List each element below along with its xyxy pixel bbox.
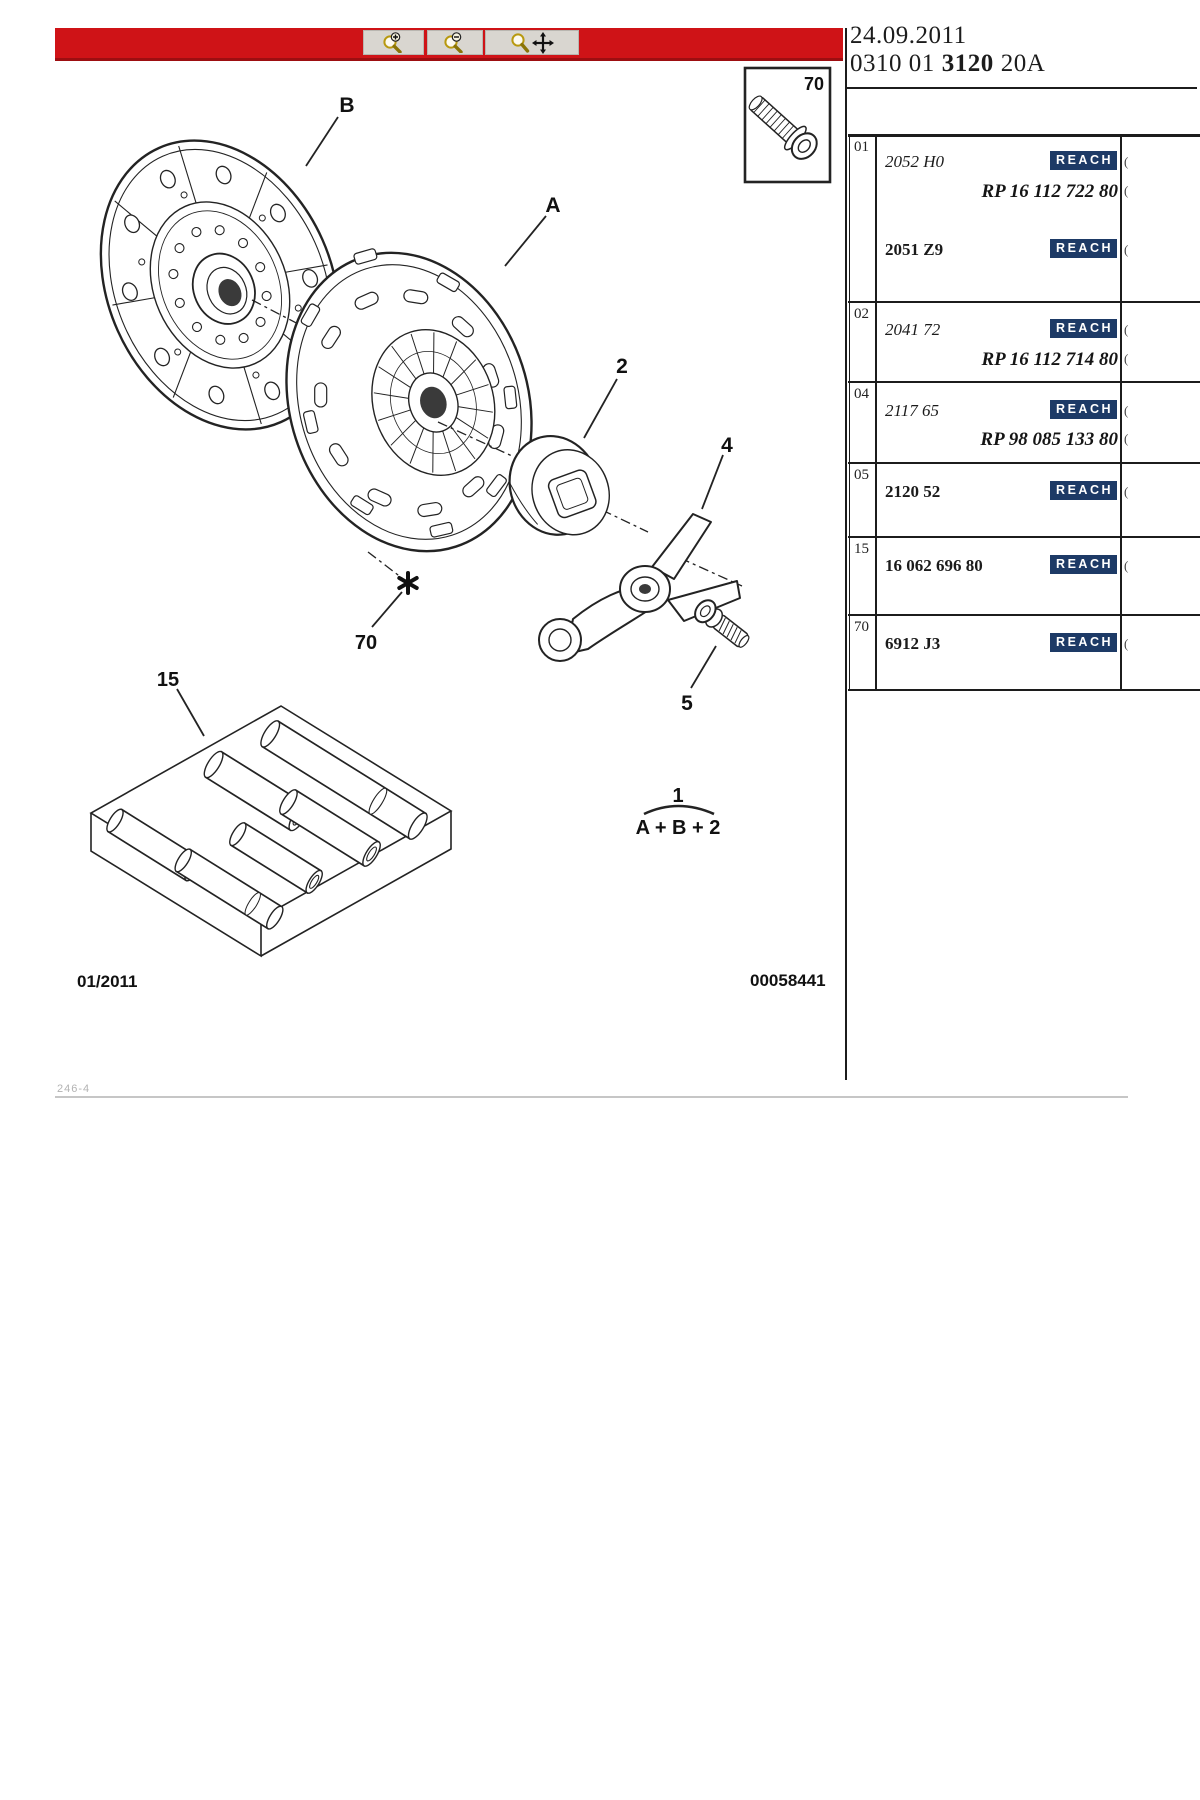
reach-badge[interactable]: REACH bbox=[1050, 633, 1117, 652]
part-reference bbox=[850, 50, 1045, 78]
row-ref: 02 bbox=[854, 306, 869, 322]
rp-number: RP 16 112 722 80 bbox=[981, 181, 1118, 202]
header-rule bbox=[845, 87, 1197, 89]
label-fork-4: 4 bbox=[721, 434, 733, 457]
zoom-out-icon bbox=[442, 32, 468, 53]
cut-mark: ( bbox=[1124, 431, 1129, 446]
page-divider-line bbox=[845, 28, 847, 1080]
reach-badge[interactable]: REACH bbox=[1050, 319, 1117, 338]
label-cover-a: A bbox=[545, 194, 561, 217]
cut-mark: ( bbox=[1124, 403, 1129, 418]
label-bolt-5: 5 bbox=[681, 692, 693, 715]
row-ref: 01 bbox=[854, 139, 869, 155]
reach-badge[interactable]: REACH bbox=[1050, 555, 1117, 574]
kit-box-drawing bbox=[91, 706, 451, 956]
part-code: 2041 72 bbox=[885, 320, 941, 339]
label-disc-b: B bbox=[339, 94, 355, 117]
part-code: 2117 65 bbox=[885, 401, 939, 420]
cut-mark: ( bbox=[1124, 636, 1129, 651]
reach-badge[interactable]: REACH bbox=[1050, 481, 1117, 500]
cut-off-text-fragment: 246-4 bbox=[57, 1083, 91, 1095]
label-screw-70: 70 bbox=[354, 632, 378, 654]
zoom-pan-icon bbox=[506, 32, 558, 54]
formula-numerator: 1 bbox=[672, 785, 684, 807]
cut-mark: ( bbox=[1124, 183, 1129, 198]
zoom-in-button[interactable] bbox=[363, 30, 424, 55]
inset-label-70: 70 bbox=[803, 74, 824, 94]
cut-mark: ( bbox=[1124, 322, 1129, 337]
release-fork-drawing bbox=[539, 514, 740, 661]
part-code: 2051 Z9 bbox=[885, 240, 944, 259]
diagram-print-date: 01/2011 bbox=[77, 972, 138, 991]
rp-number: RP 98 085 133 80 bbox=[980, 429, 1118, 450]
cut-mark: ( bbox=[1124, 351, 1129, 366]
reach-badge[interactable]: REACH bbox=[1050, 400, 1117, 419]
header-date: 24.09.2011 bbox=[850, 22, 967, 49]
rp-number: RP 16 112 714 80 bbox=[981, 349, 1118, 370]
asterisk-marker bbox=[399, 573, 416, 593]
reach-badge[interactable]: REACH bbox=[1050, 239, 1117, 258]
row-ref: 70 bbox=[854, 619, 869, 635]
part-code: 6912 J3 bbox=[885, 634, 941, 653]
zoom-pan-button[interactable] bbox=[485, 30, 579, 55]
part-code: 2052 H0 bbox=[885, 152, 945, 171]
label-bearing-2: 2 bbox=[616, 355, 628, 378]
zoom-in-icon bbox=[381, 32, 407, 53]
cut-mark: ( bbox=[1124, 242, 1129, 257]
drawing-number: 00058441 bbox=[750, 971, 826, 990]
cut-mark: ( bbox=[1124, 484, 1129, 499]
part-ref-suffix: 20A bbox=[1000, 50, 1046, 77]
part-ref-bold: 3120 bbox=[941, 50, 994, 77]
formula-denominator: A + B + 2 bbox=[635, 817, 721, 839]
row-ref: 05 bbox=[854, 467, 869, 483]
part-code: 16 062 696 80 bbox=[885, 556, 983, 575]
zoom-out-button[interactable] bbox=[427, 30, 483, 55]
reach-badge[interactable]: REACH bbox=[1050, 151, 1117, 170]
viewer-toolbar bbox=[55, 28, 843, 61]
row-ref: 04 bbox=[854, 386, 869, 402]
cut-mark: ( bbox=[1124, 558, 1129, 573]
label-kit-15: 15 bbox=[156, 669, 180, 691]
row-ref: 15 bbox=[854, 541, 869, 557]
formula-brace bbox=[644, 806, 714, 814]
part-ref-prefix: 0310 01 bbox=[850, 50, 935, 77]
cut-mark: ( bbox=[1124, 154, 1129, 169]
part-code: 2120 52 bbox=[885, 482, 941, 501]
